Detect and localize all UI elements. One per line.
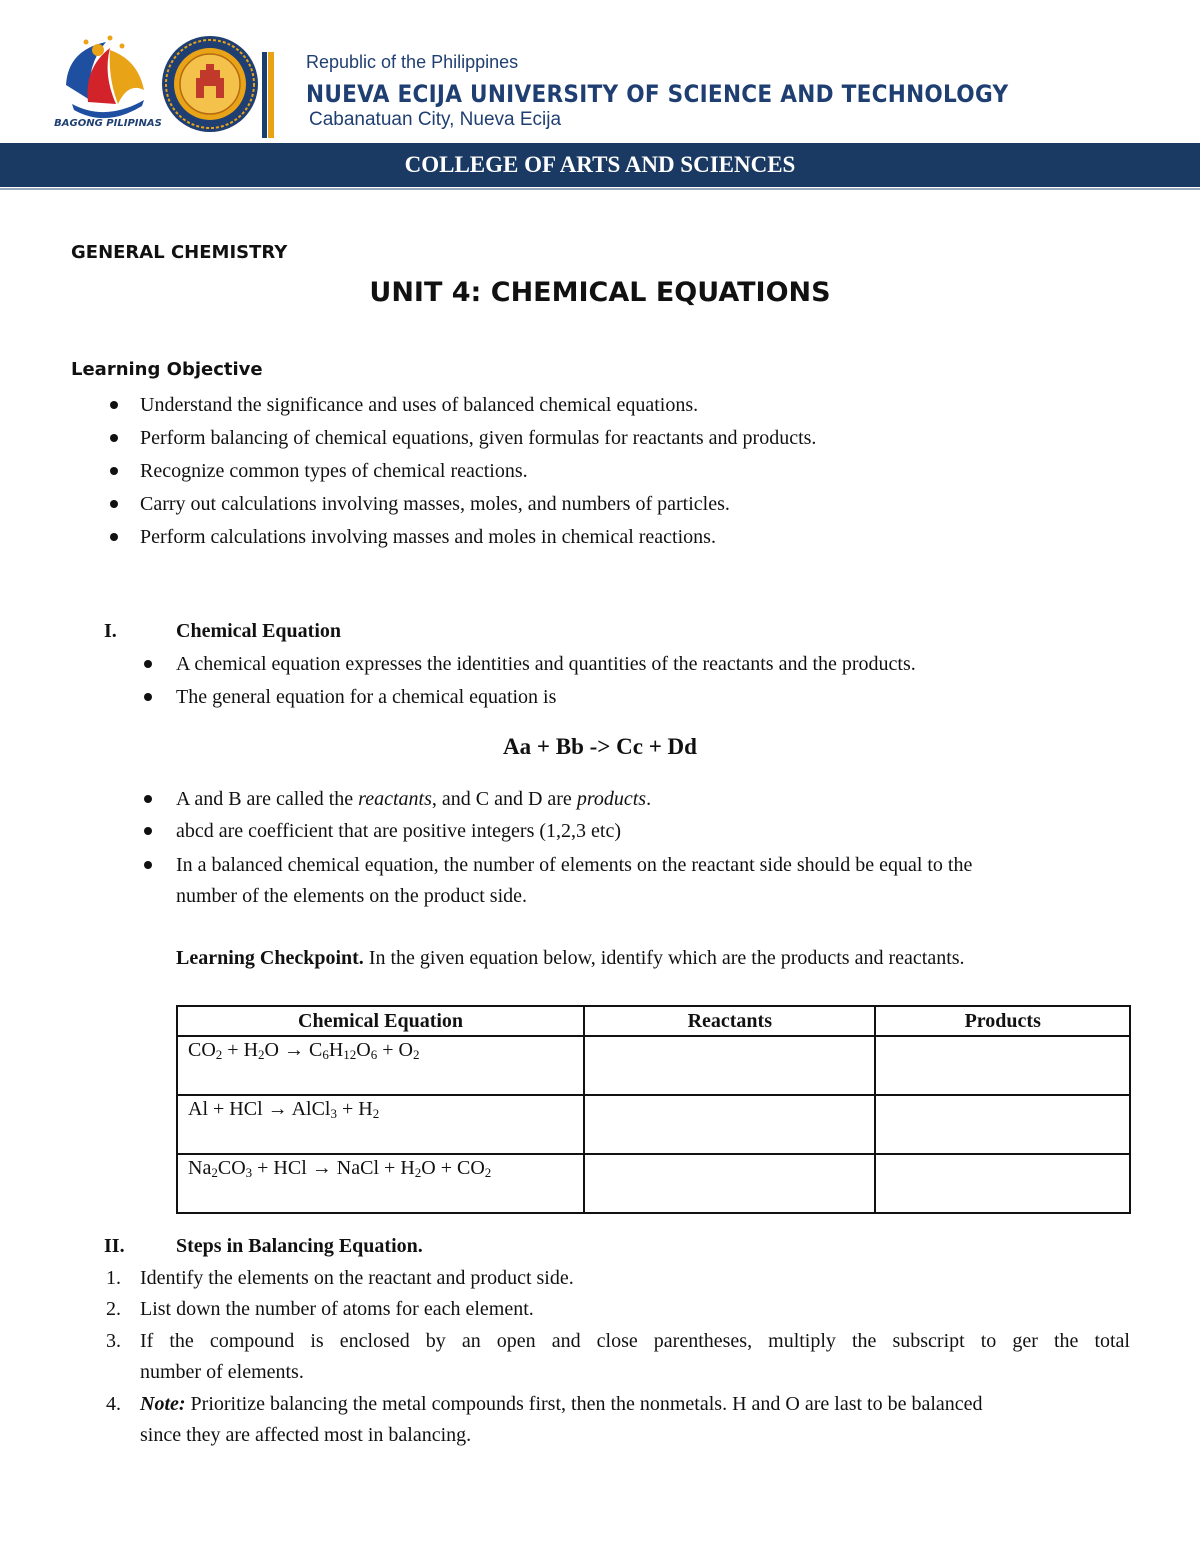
products-cell[interactable] (875, 1154, 1130, 1213)
header-divider-navy (262, 52, 267, 138)
table-header-row (177, 1006, 1130, 1036)
section-1-bullet: abcd are coefficient that are positive integers (1,2,3 etc) (176, 820, 621, 842)
equation-cell: Al + HCl → AlCl$_3$ + $H_2$ (177, 1095, 584, 1154)
table-row (177, 1154, 1130, 1213)
step-text: List down the number of atoms for each element. (140, 1298, 534, 1320)
unit-title: UNIT 4: CHEMICAL EQUATIONS (369, 277, 831, 308)
column-header: Products (875, 1006, 1130, 1036)
column-header: Chemical Equation (177, 1006, 584, 1036)
reactants-term: reactants (358, 788, 432, 810)
republic-text: Republic of the Philippines (306, 52, 519, 72)
column-header: Reactants (584, 1006, 875, 1036)
section-1-title: Chemical Equation (176, 620, 342, 642)
step-number: 3. (106, 1330, 121, 1352)
products-cell[interactable] (875, 1036, 1130, 1095)
neust-seal-logo (160, 34, 260, 134)
bullet-dot (144, 660, 152, 668)
college-banner (0, 143, 1200, 187)
bullet-dot (144, 795, 152, 803)
step-text: Identify the elements on the reactant and product side. (140, 1267, 574, 1289)
objective-item: Recognize common types of chemical reactions. (140, 460, 528, 482)
step-number: 1. (106, 1267, 121, 1289)
bullet-dot (144, 827, 152, 835)
products-cell[interactable] (875, 1095, 1130, 1154)
bullet-dot (110, 434, 118, 442)
banner-underline (0, 188, 1200, 190)
reactants-cell[interactable] (584, 1095, 875, 1154)
checkpoint-label: Learning Checkpoint. (176, 947, 364, 969)
section-2-title: Steps in Balancing Equation. (176, 1235, 423, 1257)
bullet-dot (144, 693, 152, 701)
bullet-dot (110, 500, 118, 508)
step-text: number of elements. (140, 1361, 304, 1383)
equation-cell: $Na_2CO_3$ + HCl → NaCl + $H_2O + CO_2$ (177, 1154, 584, 1213)
step-text: If the compound is enclosed by an open and close parentheses, multiply the subscript to ger the total (140, 1330, 1130, 1352)
bullet-dot (110, 533, 118, 541)
section-1-bullet-line: In a balanced chemical equation, the number of elements on the reactant side should be equal to the (176, 854, 973, 876)
section-2-numeral: II. (104, 1235, 125, 1257)
step-number: 2. (106, 1298, 121, 1320)
section-1-bullet-reactants (176, 783, 651, 815)
note-text: Prioritize balancing the metal compounds first, then the nonmetals. H and O are last to be balanced (185, 1393, 983, 1415)
city-text: Cabanatuan City, Nueva Ecija (309, 109, 562, 130)
general-equation: Aa + Bb -> Cc + Dd (503, 734, 697, 759)
bagong-pilipinas-logo (54, 30, 162, 130)
section-1-bullet: The general equation for a chemical equation is (176, 686, 557, 708)
objective-item: Perform balancing of chemical equations, given formulas for reactants and products. (140, 427, 817, 449)
equation-cell: $CO_2 + H_2O \to C_6H_{12}O_6 + O_2$ (177, 1036, 584, 1095)
step-text: since they are affected most in balancing. (140, 1424, 472, 1446)
learning-objective-heading: Learning Objective (71, 359, 263, 380)
university-name: NUEVA ECIJA UNIVERSITY OF SCIENCE AND TECHNOLOGY (306, 80, 1009, 108)
reactants-cell[interactable] (584, 1036, 875, 1095)
checkpoint-table (176, 1005, 1131, 1214)
bullet-text: . (646, 788, 652, 810)
subject-title: GENERAL CHEMISTRY (71, 242, 288, 263)
bullet-dot (110, 401, 118, 409)
learning-checkpoint (176, 942, 965, 974)
table-row (177, 1036, 1130, 1095)
bullet-text: , and C and D are (431, 788, 577, 810)
objective-item: Understand the significance and uses of balanced chemical equations. (140, 394, 699, 416)
step-number: 4. (106, 1393, 121, 1415)
checkpoint-text: In the given equation below, identify which are the products and reactants. (363, 947, 965, 969)
reactants-cell[interactable] (584, 1154, 875, 1213)
section-1-numeral: I. (104, 620, 117, 642)
bullet-dot (110, 467, 118, 475)
section-1-bullet: A chemical equation expresses the identities and quantities of the reactants and the products. (176, 653, 916, 675)
note-label: Note: (140, 1393, 186, 1415)
header-divider-gold (268, 52, 274, 138)
bagong-pilipinas-text: BAGONG PILIPINAS (54, 118, 162, 129)
products-term: products (576, 788, 647, 810)
bullet-dot (144, 861, 152, 869)
section-1-bullet-line: number of the elements on the product side. (176, 885, 528, 907)
step-text (140, 1388, 983, 1420)
table-row (177, 1095, 1130, 1154)
objective-item: Carry out calculations involving masses, moles, and numbers of particles. (140, 493, 730, 515)
objective-item: Perform calculations involving masses and moles in chemical reactions. (140, 526, 716, 548)
college-name: COLLEGE OF ARTS AND SCIENCES (404, 152, 796, 177)
bullet-text: A and B are called the (176, 788, 359, 810)
